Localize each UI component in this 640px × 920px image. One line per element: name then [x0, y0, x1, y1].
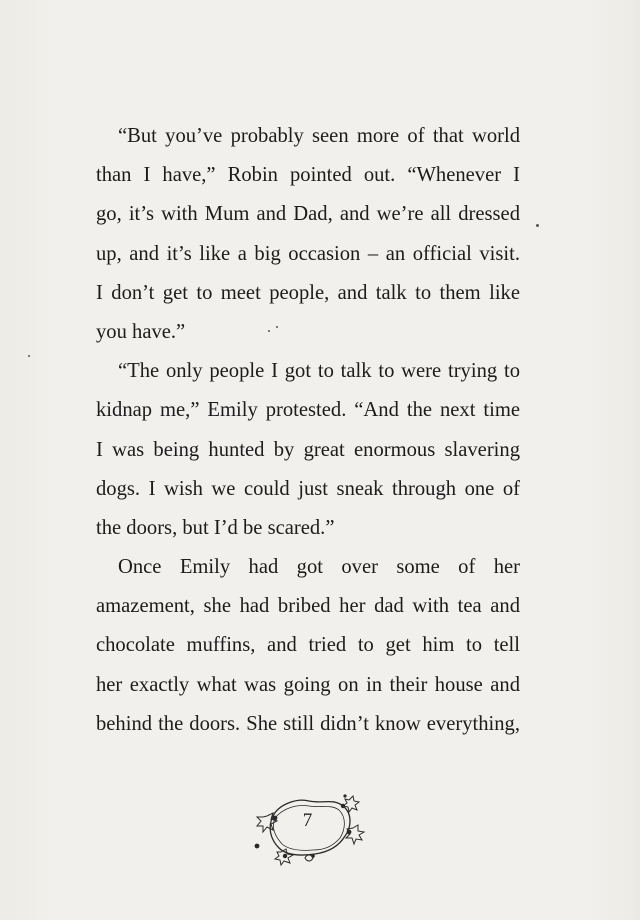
text-line: dogs. I wish we could just sneak through one of — [96, 477, 520, 500]
text-line: than I have,” Robin pointed out. “Whenever I — [96, 164, 520, 187]
speck — [28, 355, 30, 357]
text-line: her exactly what was going on in their house and — [96, 673, 520, 696]
text-line: go, it’s with Mum and Dad, and we’re all dressed — [96, 203, 520, 226]
text-line: up, and it’s like a big occasion – an official visit. — [96, 242, 520, 265]
text-line: “But you’ve probably seen more of that world — [118, 125, 520, 147]
text-line: “The only people I got to talk to were trying to — [118, 360, 520, 383]
text-line: chocolate muffins, and tried to get him to tell — [96, 634, 520, 657]
text-line: amazement, she had bribed her dad with tea and — [96, 595, 520, 618]
text-line: Once Emily had got over some of her — [118, 556, 520, 579]
body-text — [96, 117, 520, 744]
text-line: behind the doors. She still didn’t know everything, — [96, 712, 520, 735]
text-line: I don’t get to meet people, and talk to them like — [96, 281, 520, 304]
page-number: 7 — [302, 810, 313, 831]
speck — [536, 224, 539, 227]
speck — [268, 330, 270, 332]
text-line: the doors, but I’d be scared.” — [96, 516, 335, 539]
text-line: you have.” — [96, 320, 186, 343]
text-line: kidnap me,” Emily protested. “And the next time — [96, 399, 520, 422]
page-number-wreath — [245, 788, 370, 868]
text-line: I was being hunted by great enormous slavering — [96, 438, 520, 461]
speck — [276, 326, 278, 328]
